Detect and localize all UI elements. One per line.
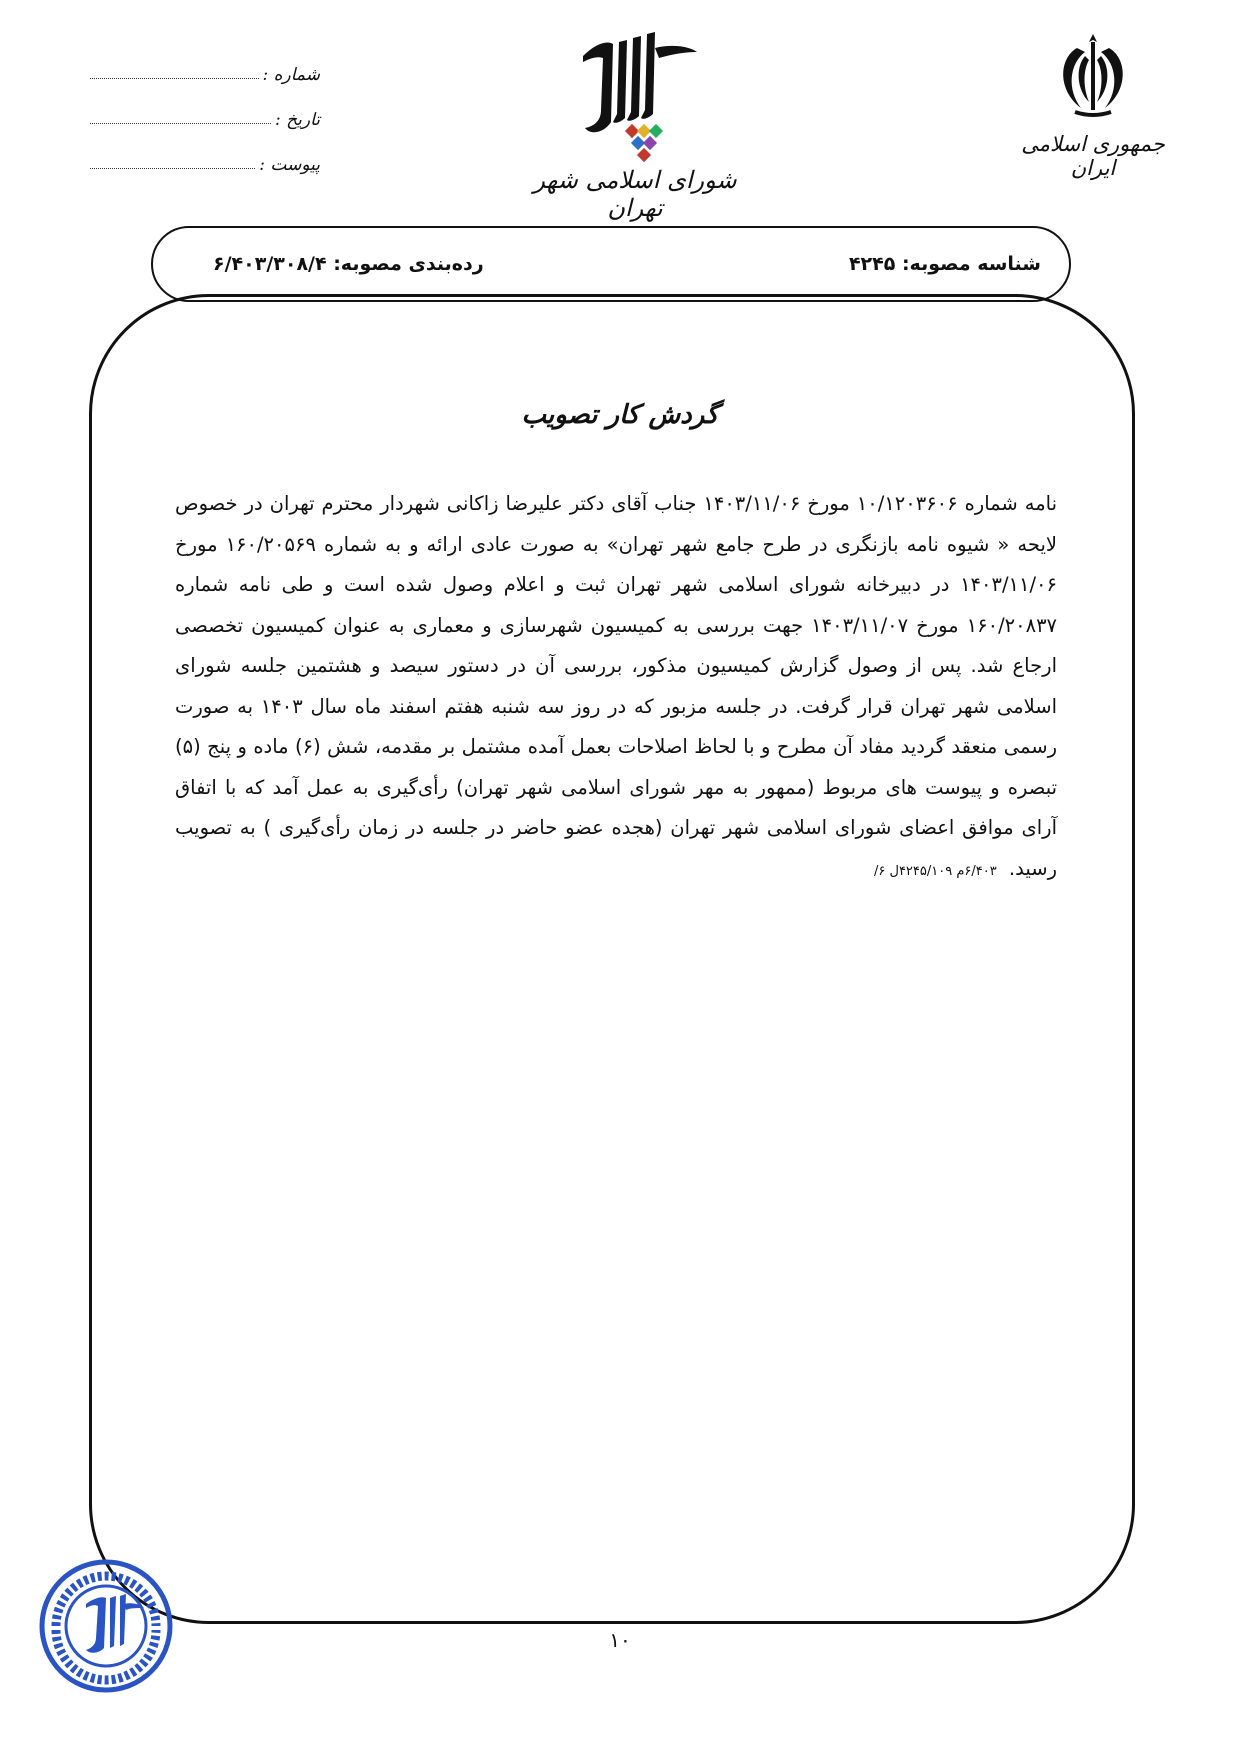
- number-label: شماره :: [262, 65, 320, 85]
- attachment-line: [90, 167, 255, 169]
- body-paragraph: نامه شماره ۱۰/۱۲۰۳۶۰۶ مورخ ۱۴۰۳/۱۱/۰۶ جناب آقای دکتر علیرضا زاکانی شهردار محترم تهران در خصوص لایحه « شیوه نامه بازنگری در طرح جامع شهر تهران» به صورت عادی ارائه و به شماره ۱۶۰/۲۰۵۶۹ مورخ ۱۴۰۳/۱۱/۰۶ در دبیرخانه شورای اسلامی شهر تهران ثبت و اعلام وصول شده است و طی نامه شماره ۱۶۰/۲۰۸۳۷ مورخ ۱۴۰۳/۱۱/۰۷ جهت بررسی به کمیسیون شهرسازی و معماری به عنوان کمیسیون تخصصی ارجاع شد. پس از وصول گزارش کمیسیون مذکور، بررسی آن در دستور سیصد و هشتمین جلسه شورای اسلامی شهر تهران قرار گرفت. در جلسه مزبور که در روز سه شنبه هفتم اسفند ماه سال ۱۴۰۳ به صورت رسمی منعقد گردید مفاد آن مطرح و با لحاظ اصلاحات بعمل آمده مشتمل بر مقدمه، شش (۶) ماده و پنج (۵) تبصره و پیوست های مربوط (ممهور به مهر شورای اسلامی شهر تهران) رأی‌گیری به عمل آمد که با اتفاق آرای موافق اعضای شورای اسلامی شهر تهران (هجده عضو حاضر در جلسه در زمان رأی‌گیری ) به تصویب رسید.: [175, 492, 1058, 880]
- page-number: ۱۰: [609, 1628, 631, 1652]
- meta-attachment-row: [90, 130, 320, 175]
- document-body: [175, 484, 1057, 892]
- number-line: [90, 77, 259, 79]
- meta-number-row: [90, 40, 320, 85]
- council-stamp-icon: [36, 1556, 176, 1696]
- emblem-caption: جمهوری اسلامی ایران: [1021, 132, 1165, 180]
- identification-bar: [151, 226, 1071, 302]
- council-logo-icon: [555, 22, 715, 172]
- council-logo-block: [520, 22, 750, 222]
- national-emblem-block: [1008, 28, 1178, 180]
- logo-caption: شورای اسلامی شهر تهران: [533, 166, 737, 222]
- date-line: [90, 122, 271, 124]
- national-emblem-icon: [1045, 28, 1141, 120]
- approval-classification: رده‌بندی مصوبه: ۶/۴۰۳/۳۰۸/۴: [213, 253, 484, 275]
- approval-id: شناسه مصوبه: ۴۲۴۵: [848, 253, 1041, 275]
- reference-code: ۶/۴۰۳م ۴۲۴۵/۱۰۹ل ۶/: [874, 863, 997, 879]
- document-title: گردش کار تصویب: [521, 400, 719, 430]
- date-label: تاریخ :: [275, 110, 320, 130]
- letter-meta-block: [90, 40, 320, 175]
- meta-date-row: [90, 85, 320, 130]
- attachment-label: پیوست :: [259, 155, 320, 175]
